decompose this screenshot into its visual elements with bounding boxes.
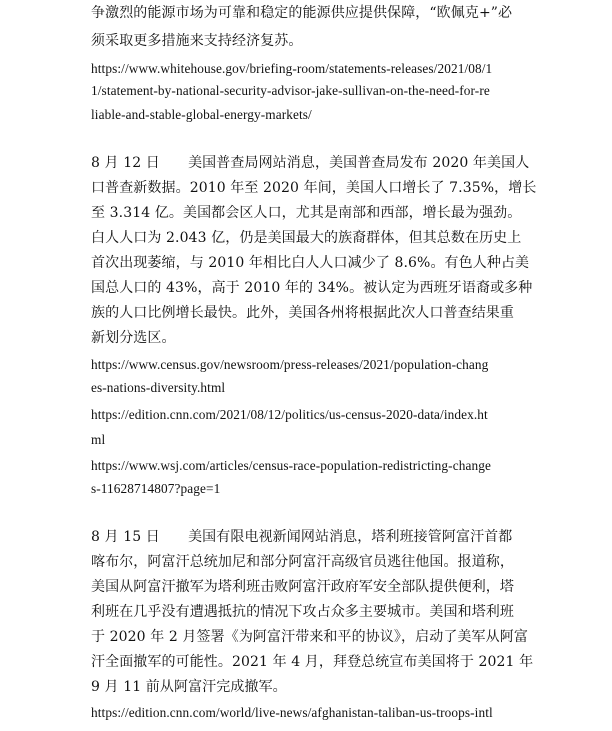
paragraph-line: 汗全面撤军的可能性。2021 年 4 月，拜登总统宣布美国将于 2021 年 (91, 654, 534, 670)
paragraph-line: 首次出现萎缩，与 2010 年相比白人人口减少了 8.6%。有色人种占美 (91, 255, 530, 271)
url-line[interactable]: es-nations-diversity.html (91, 380, 226, 395)
paragraph-line: 喀布尔，阿富汗总统加尼和部分阿富汗高级官员逃往他国。报道称， (91, 554, 514, 570)
paragraph-line: 9 月 11 前从阿富汗完成撤军。 (91, 679, 287, 695)
url-line[interactable]: https://edition.cnn.com/world/live-news/afghanistan-taliban-us-troops-intl (91, 705, 493, 720)
paragraph-line: 利班在几乎没有遭遇抵抗的情况下攻占众多主要城市。美国和塔利班 (91, 604, 514, 620)
url-line[interactable]: s-11628714807?page=1 (91, 481, 221, 496)
paragraph-line: 至 3.314 亿。美国都会区人口，尤其是南部和西部，增长最为强劲。 (91, 205, 522, 221)
paragraph-line: 白人人口为 2.043 亿，仍是美国最大的族裔群体，但其总数在历史上 (91, 230, 522, 246)
paragraph-line: 族的人口比例增长最快。此外，美国各州将根据此次人口普查结果重 (91, 305, 514, 321)
paragraph-line: 于 2020 年 2 月签署《为阿富汗带来和平的协议》，启动了美军从阿富 (91, 629, 528, 645)
url-line[interactable]: https://edition.cnn.com/2021/08/12/politics/us-census-2020-data/index.ht (91, 407, 488, 422)
url-line[interactable]: https://www.census.gov/newsroom/press-releases/2021/population-chang (91, 357, 489, 372)
paragraph-line: 8 月 15 日 美国有限电视新闻网站消息，塔利班接管阿富汗首都 (91, 529, 513, 545)
paragraph-line: 新划分选区。 (91, 330, 176, 346)
paragraph-line: 须采取更多措施来支持经济复苏。 (91, 33, 303, 49)
paragraph-line: 口普查新数据。2010 年至 2020 年间，美国人口增长了 7.35%，增长 (91, 180, 537, 196)
paragraph-line: 争激烈的能源市场为可靠和稳定的能源供应提供保障，“欧佩克+”必 (91, 5, 513, 21)
url-line[interactable]: ml (91, 432, 106, 447)
paragraph-line: 美国从阿富汗撤军为塔利班击败阿富汗政府军安全部队提供便利，塔 (91, 579, 514, 595)
paragraph-line: 8 月 12 日 美国普查局网站消息，美国普查局发布 2020 年美国人 (91, 155, 530, 171)
url-line[interactable]: 1/statement-by-national-security-advisor-jake-sullivan-on-the-need-for-re (91, 83, 490, 98)
url-line[interactable]: https://www.wsj.com/articles/census-race-population-redistricting-change (91, 458, 491, 473)
paragraph-line: 国总人口的 43%，高于 2010 年的 34%。被认定为西班牙语裔或多种 (91, 280, 533, 296)
url-line[interactable]: liable-and-stable-global-energy-markets/ (91, 107, 312, 122)
url-line[interactable]: https://www.whitehouse.gov/briefing-room/statements-releases/2021/08/1 (91, 61, 493, 76)
